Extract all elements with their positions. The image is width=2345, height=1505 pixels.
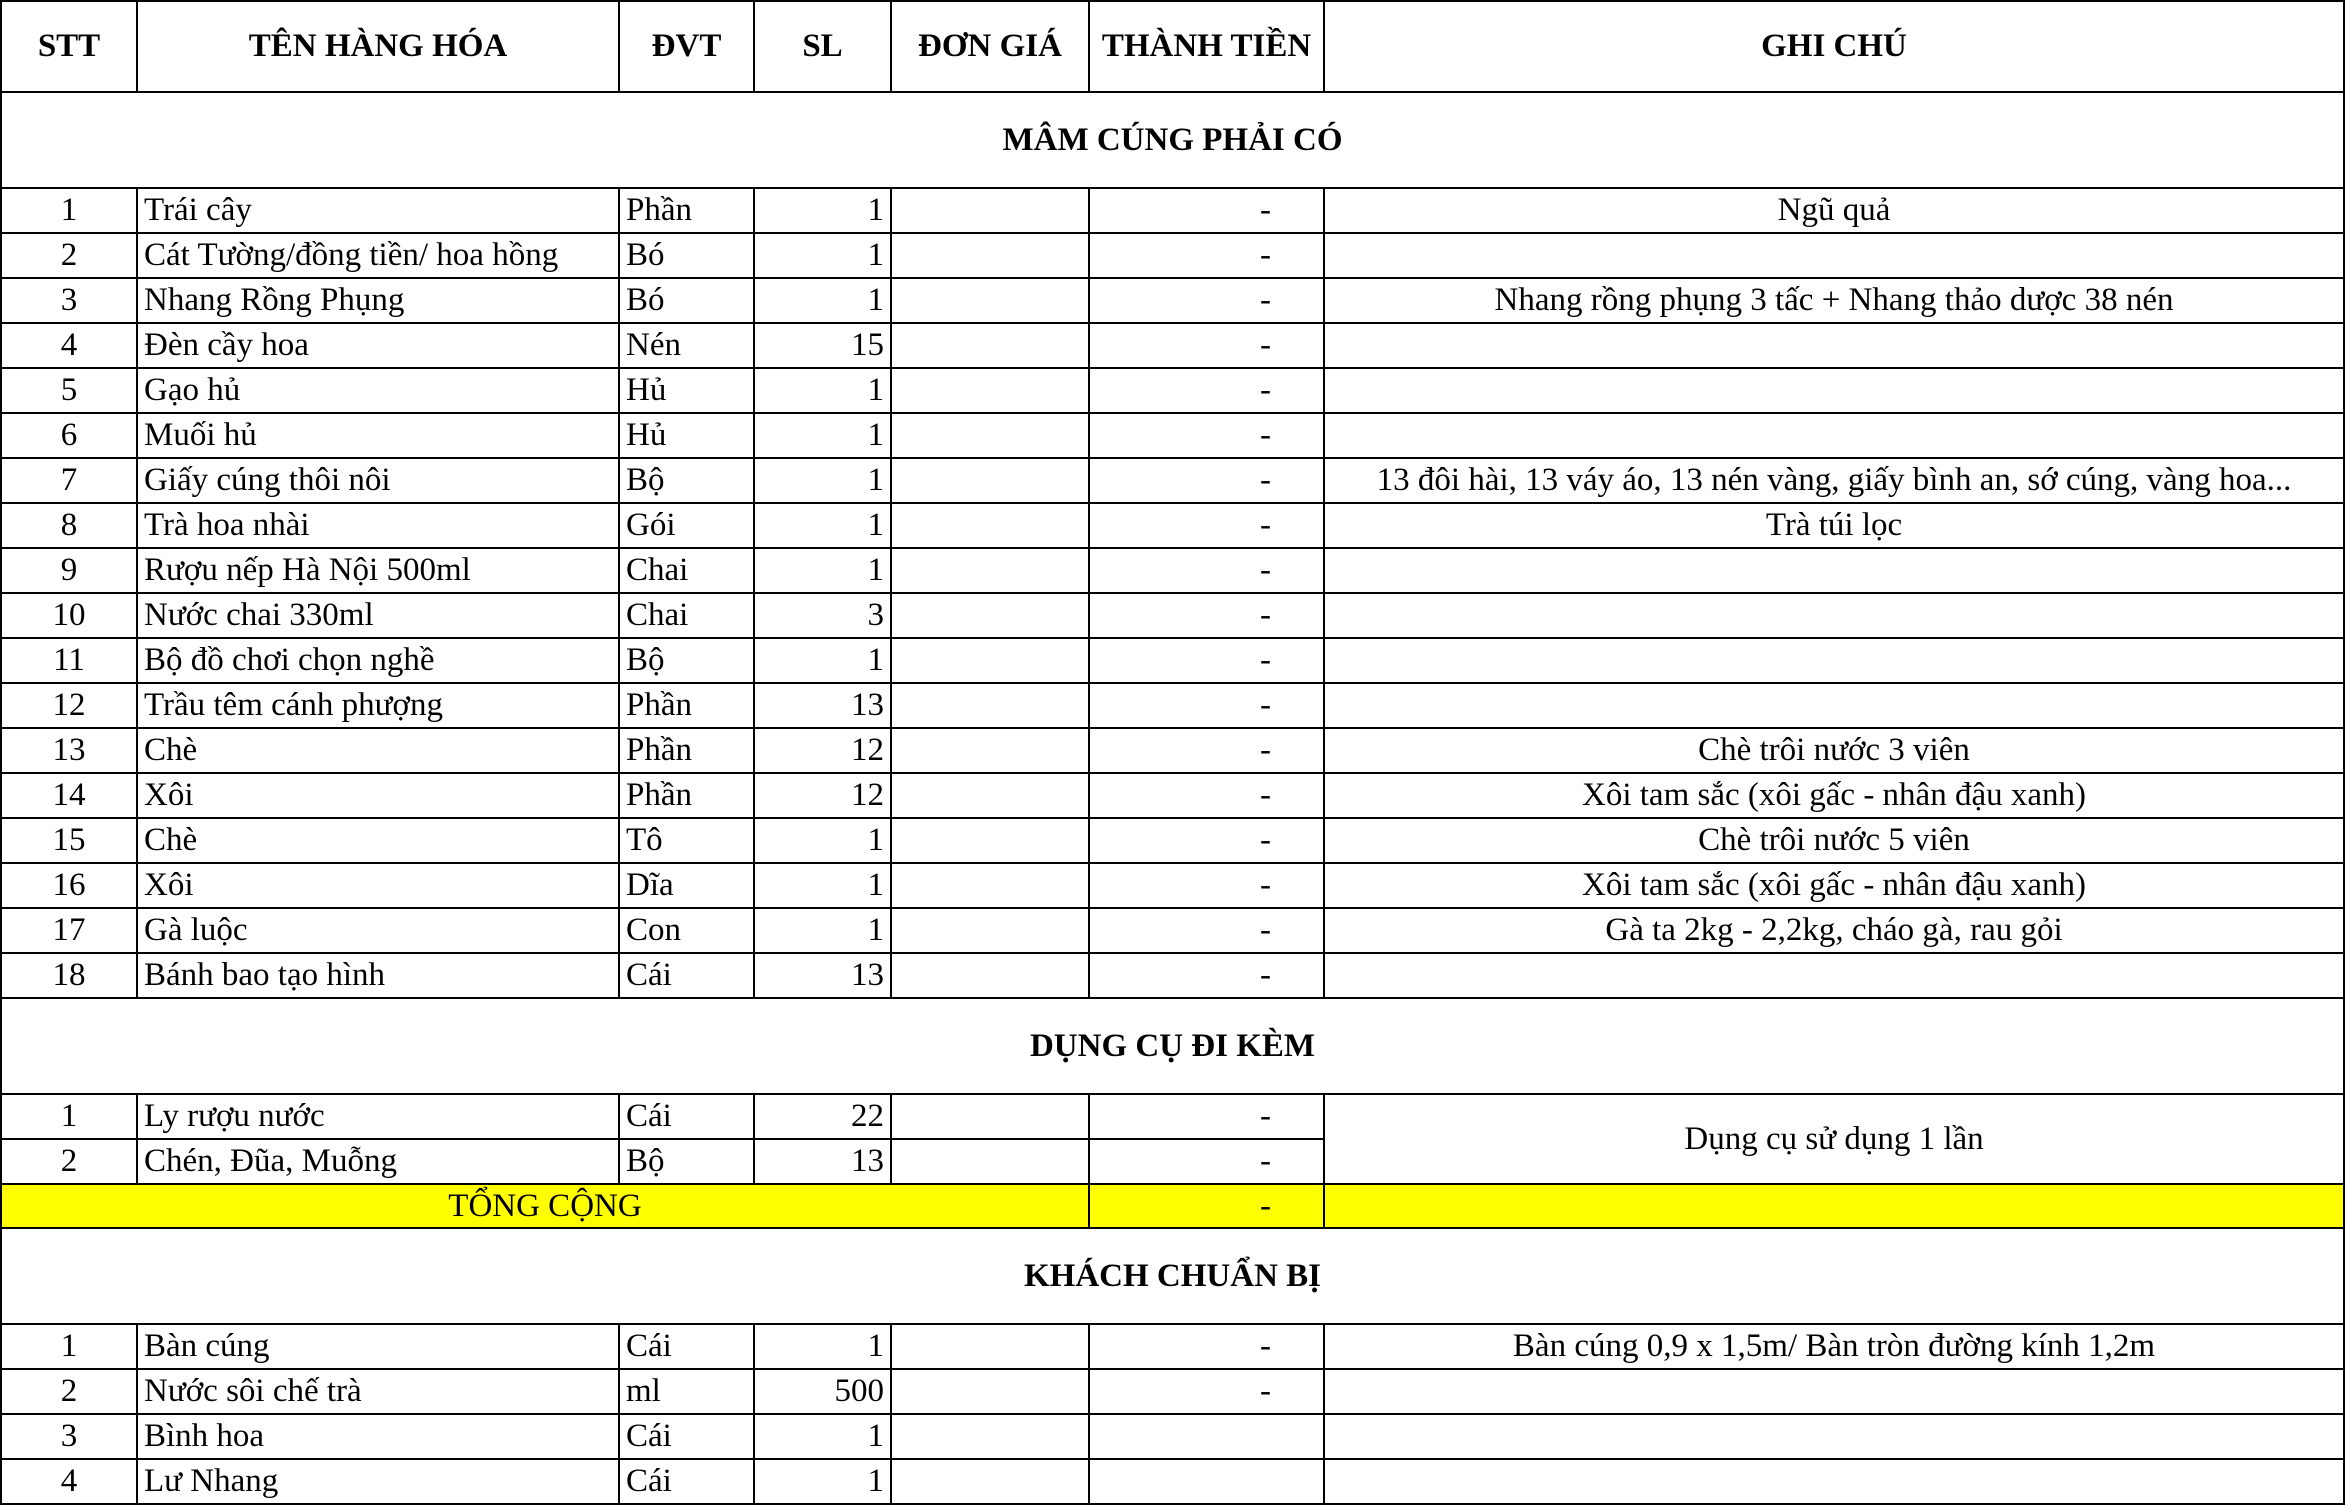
table-row (1, 908, 2344, 953)
row-note (1324, 1459, 2344, 1504)
row-name: Trà hoa nhài (137, 503, 619, 548)
row-stt: 7 (1, 458, 137, 503)
header-total: THÀNH TIỀN (1089, 1, 1324, 92)
header-stt: STT (1, 1, 137, 92)
row-price (891, 233, 1089, 278)
row-stt: 17 (1, 908, 137, 953)
row-total: - (1089, 503, 1324, 548)
row-note: Chè trôi nước 5 viên (1324, 818, 2344, 863)
table-row (1, 1324, 2344, 1369)
row-note (1324, 1414, 2344, 1459)
header-note: GHI CHÚ (1324, 1, 2344, 92)
row-name: Bàn cúng (137, 1324, 619, 1369)
row-name: Giấy cúng thôi nôi (137, 458, 619, 503)
row-qty: 1 (754, 368, 891, 413)
table-row (1, 458, 2344, 503)
table-row (1, 773, 2344, 818)
row-name: Xôi (137, 863, 619, 908)
row-total: - (1089, 908, 1324, 953)
row-name: Bộ đồ chơi chọn nghề (137, 638, 619, 683)
row-note (1324, 413, 2344, 458)
table-row (1, 1369, 2344, 1414)
table-row (1, 413, 2344, 458)
row-unit: Hủ (619, 413, 754, 458)
row-total: - (1089, 863, 1324, 908)
table-row (1, 548, 2344, 593)
table-row (1, 593, 2344, 638)
row-note: Trà túi lọc (1324, 503, 2344, 548)
row-stt: 2 (1, 1139, 137, 1184)
grand-total-label: TỔNG CỘNG (1, 1184, 1089, 1228)
row-stt: 14 (1, 773, 137, 818)
row-qty: 1 (754, 458, 891, 503)
row-name: Cát Tường/đồng tiền/ hoa hồng (137, 233, 619, 278)
row-qty: 1 (754, 548, 891, 593)
row-name: Gạo hủ (137, 368, 619, 413)
header-qty: SL (754, 1, 891, 92)
section-title: DỤNG CỤ ĐI KÈM (1, 998, 2344, 1094)
row-unit: Cái (619, 1414, 754, 1459)
grand-total-value: - (1089, 1184, 1324, 1228)
row-unit: Phần (619, 188, 754, 233)
row-note: Xôi tam sắc (xôi gấc - nhân đậu xanh) (1324, 863, 2344, 908)
row-name: Đèn cầy hoa (137, 323, 619, 368)
row-price (891, 1094, 1089, 1139)
row-note (1324, 593, 2344, 638)
row-qty: 13 (754, 1139, 891, 1184)
row-note: Xôi tam sắc (xôi gấc - nhân đậu xanh) (1324, 773, 2344, 818)
row-price (891, 458, 1089, 503)
section-title-row (1, 92, 2344, 188)
row-price (891, 368, 1089, 413)
row-stt: 1 (1, 1094, 137, 1139)
row-note: Nhang rồng phụng 3 tấc + Nhang thảo dược 38 nén (1324, 278, 2344, 323)
section-title: KHÁCH CHUẨN BỊ (1, 1228, 2344, 1324)
row-stt: 12 (1, 683, 137, 728)
row-stt: 2 (1, 233, 137, 278)
table-row (1, 503, 2344, 548)
row-qty: 1 (754, 1459, 891, 1504)
table-row (1, 323, 2344, 368)
row-name: Bánh bao tạo hình (137, 953, 619, 998)
row-name: Chè (137, 818, 619, 863)
row-total: - (1089, 953, 1324, 998)
row-unit: ml (619, 1369, 754, 1414)
row-stt: 3 (1, 278, 137, 323)
row-qty: 1 (754, 413, 891, 458)
row-total: - (1089, 728, 1324, 773)
row-stt: 16 (1, 863, 137, 908)
row-total: - (1089, 323, 1324, 368)
row-stt: 18 (1, 953, 137, 998)
row-unit: Cái (619, 953, 754, 998)
row-name: Ly rượu nước (137, 1094, 619, 1139)
row-stt: 9 (1, 548, 137, 593)
row-qty: 1 (754, 818, 891, 863)
row-note (1324, 1369, 2344, 1414)
row-total: - (1089, 413, 1324, 458)
header-unit: ĐVT (619, 1, 754, 92)
row-name: Lư Nhang (137, 1459, 619, 1504)
table-row (1, 188, 2344, 233)
row-qty: 13 (754, 683, 891, 728)
row-name: Muối hủ (137, 413, 619, 458)
row-price (891, 413, 1089, 458)
row-qty: 15 (754, 323, 891, 368)
row-total: - (1089, 683, 1324, 728)
row-unit: Chai (619, 593, 754, 638)
row-price (891, 1324, 1089, 1369)
table-row (1, 278, 2344, 323)
row-name: Chè (137, 728, 619, 773)
row-note: Chè trôi nước 3 viên (1324, 728, 2344, 773)
row-price (891, 593, 1089, 638)
row-note (1324, 368, 2344, 413)
row-price (891, 638, 1089, 683)
row-note: Dụng cụ sử dụng 1 lần (1324, 1094, 2344, 1184)
row-qty: 22 (754, 1094, 891, 1139)
row-unit: Bộ (619, 638, 754, 683)
row-qty: 3 (754, 593, 891, 638)
row-unit: Phần (619, 773, 754, 818)
row-qty: 1 (754, 1414, 891, 1459)
row-note (1324, 323, 2344, 368)
section-title-row (1, 1228, 2344, 1324)
row-total: - (1089, 638, 1324, 683)
row-stt: 5 (1, 368, 137, 413)
row-price (891, 683, 1089, 728)
row-unit: Con (619, 908, 754, 953)
row-total (1089, 1459, 1324, 1504)
row-price (891, 323, 1089, 368)
row-unit: Cái (619, 1459, 754, 1504)
row-unit: Bó (619, 278, 754, 323)
table-row (1, 683, 2344, 728)
row-unit: Nén (619, 323, 754, 368)
row-qty: 500 (754, 1369, 891, 1414)
row-total: - (1089, 278, 1324, 323)
row-note: Gà ta 2kg - 2,2kg, cháo gà, rau gỏi (1324, 908, 2344, 953)
row-stt: 6 (1, 413, 137, 458)
row-price (891, 1459, 1089, 1504)
row-price (891, 278, 1089, 323)
table-row (1, 728, 2344, 773)
row-stt: 4 (1, 323, 137, 368)
row-stt: 11 (1, 638, 137, 683)
table-row (1, 1459, 2344, 1504)
row-note: 13 đôi hài, 13 váy áo, 13 nén vàng, giấy bình an, sớ cúng, vàng hoa... (1324, 458, 2344, 503)
row-name: Xôi (137, 773, 619, 818)
row-name: Nước sôi chế trà (137, 1369, 619, 1414)
row-price (891, 773, 1089, 818)
row-note: Ngũ quả (1324, 188, 2344, 233)
row-qty: 1 (754, 638, 891, 683)
row-unit: Tô (619, 818, 754, 863)
row-total: - (1089, 1324, 1324, 1369)
row-price (891, 548, 1089, 593)
row-name: Bình hoa (137, 1414, 619, 1459)
row-price (891, 503, 1089, 548)
row-stt: 2 (1, 1369, 137, 1414)
row-stt: 1 (1, 188, 137, 233)
row-stt: 1 (1, 1324, 137, 1369)
header-name: TÊN HÀNG HÓA (137, 1, 619, 92)
row-unit: Chai (619, 548, 754, 593)
row-price (891, 908, 1089, 953)
row-stt: 4 (1, 1459, 137, 1504)
row-total: - (1089, 458, 1324, 503)
row-price (891, 1139, 1089, 1184)
row-unit: Phần (619, 728, 754, 773)
row-name: Trái cây (137, 188, 619, 233)
row-name: Gà luộc (137, 908, 619, 953)
row-total (1089, 1414, 1324, 1459)
row-price (891, 188, 1089, 233)
row-stt: 15 (1, 818, 137, 863)
row-unit: Bó (619, 233, 754, 278)
row-total: - (1089, 818, 1324, 863)
row-price (891, 863, 1089, 908)
row-note (1324, 683, 2344, 728)
row-qty: 13 (754, 953, 891, 998)
row-unit: Bộ (619, 458, 754, 503)
row-stt: 13 (1, 728, 137, 773)
grand-total-row (1, 1184, 2344, 1228)
table-row (1, 1094, 2344, 1139)
row-name: Chén, Đũa, Muỗng (137, 1139, 619, 1184)
row-price (891, 818, 1089, 863)
table-row (1, 368, 2344, 413)
row-qty: 1 (754, 908, 891, 953)
row-note (1324, 953, 2344, 998)
row-total: - (1089, 1369, 1324, 1414)
row-qty: 1 (754, 503, 891, 548)
row-note (1324, 548, 2344, 593)
row-unit: Cái (619, 1324, 754, 1369)
row-qty: 1 (754, 1324, 891, 1369)
row-total: - (1089, 188, 1324, 233)
row-unit: Hủ (619, 368, 754, 413)
table-row (1, 818, 2344, 863)
table-row (1, 233, 2344, 278)
row-total: - (1089, 773, 1324, 818)
row-unit: Dĩa (619, 863, 754, 908)
row-name: Trầu têm cánh phượng (137, 683, 619, 728)
row-total: - (1089, 593, 1324, 638)
row-name: Nước chai 330ml (137, 593, 619, 638)
row-total: - (1089, 233, 1324, 278)
row-qty: 1 (754, 233, 891, 278)
row-unit: Bộ (619, 1139, 754, 1184)
row-qty: 1 (754, 863, 891, 908)
row-qty: 1 (754, 278, 891, 323)
grand-total-note (1324, 1184, 2344, 1228)
row-total: - (1089, 548, 1324, 593)
row-note: Bàn cúng 0,9 x 1,5m/ Bàn tròn đường kính 1,2m (1324, 1324, 2344, 1369)
table-row (1, 863, 2344, 908)
row-unit: Gói (619, 503, 754, 548)
section-title-row (1, 998, 2344, 1094)
row-name: Nhang Rồng Phụng (137, 278, 619, 323)
table-row (1, 638, 2344, 683)
row-unit: Cái (619, 1094, 754, 1139)
row-note (1324, 233, 2344, 278)
row-qty: 12 (754, 728, 891, 773)
section-title: MÂM CÚNG PHẢI CÓ (1, 92, 2344, 188)
table-row (1, 953, 2344, 998)
row-stt: 10 (1, 593, 137, 638)
row-stt: 8 (1, 503, 137, 548)
row-price (891, 953, 1089, 998)
header-row (1, 1, 2344, 92)
row-qty: 12 (754, 773, 891, 818)
row-price (891, 1414, 1089, 1459)
row-stt: 3 (1, 1414, 137, 1459)
row-qty: 1 (754, 188, 891, 233)
row-total: - (1089, 1094, 1324, 1139)
row-price (891, 1369, 1089, 1414)
row-total: - (1089, 1139, 1324, 1184)
header-price: ĐƠN GIÁ (891, 1, 1089, 92)
row-price (891, 728, 1089, 773)
row-total: - (1089, 368, 1324, 413)
row-note (1324, 638, 2344, 683)
row-name: Rượu nếp Hà Nội 500ml (137, 548, 619, 593)
row-unit: Phần (619, 683, 754, 728)
table-row (1, 1414, 2344, 1459)
